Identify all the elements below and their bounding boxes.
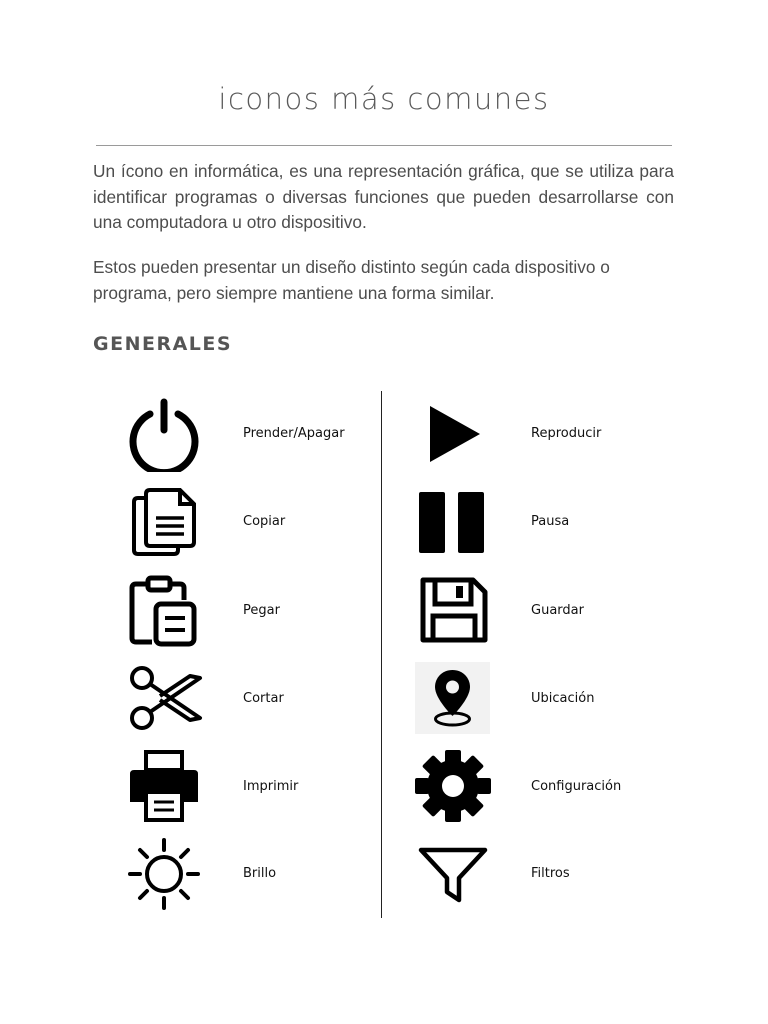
icon-label-settings: Configuración [531, 779, 622, 794]
filter-icon [413, 836, 493, 912]
icon-label-brightness: Brillo [243, 866, 277, 881]
icon-label-print: Imprimir [243, 779, 299, 794]
power-icon [124, 396, 204, 472]
icon-label-cut: Cortar [243, 691, 284, 706]
printer-icon [124, 748, 204, 824]
gear-icon [413, 748, 493, 824]
paste-icon [124, 572, 204, 648]
icon-label-play: Reproducir [531, 426, 602, 441]
icon-label-save: Guardar [531, 603, 584, 618]
location-pin-icon [415, 662, 490, 734]
icon-label-paste: Pegar [243, 603, 280, 618]
page-title: iconos más comunes [218, 82, 550, 116]
icon-label-filter: Filtros [531, 866, 570, 881]
column-divider [381, 391, 382, 918]
intro-paragraph-1: Un ícono en informática, es una representación gráfica, que se utiliza para identificar programas o diversas funciones que pueden desarrollarse con una computadora u otro dispositivo. [93, 161, 674, 232]
icon-label-pause: Pausa [531, 514, 570, 529]
title-divider [96, 145, 672, 146]
section-heading: generales [93, 326, 233, 357]
copy-icon [124, 484, 204, 560]
intro-paragraph-2: Estos pueden presentar un diseño distinto según cada dispositivo o programa, pero siempre mantiene una forma similar. [93, 257, 610, 303]
pause-icon [413, 484, 493, 560]
scissors-icon [124, 660, 204, 736]
icon-label-location: Ubicación [531, 691, 595, 706]
floppy-disk-icon [413, 572, 493, 648]
icon-label-copy: Copiar [243, 514, 286, 529]
brightness-icon [124, 836, 204, 912]
icon-label-power: Prender/Apagar [243, 426, 345, 441]
play-icon [413, 396, 493, 472]
